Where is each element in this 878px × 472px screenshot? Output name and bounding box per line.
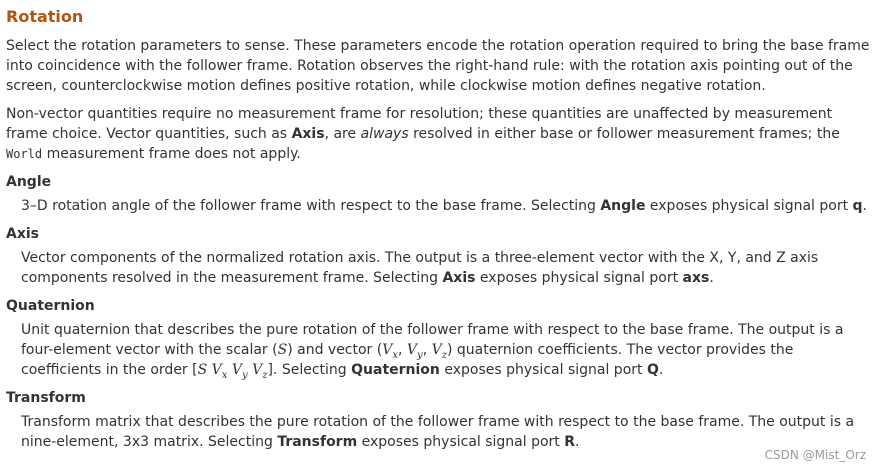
axis-term-inline: Axis xyxy=(291,126,325,142)
definition-transform xyxy=(21,412,870,452)
intro-text: , are xyxy=(324,126,361,142)
definition-text: Transform matrix that describes the pure rotation of the follower frame with respect to the base frame. The output is a nine-element, 3x3 matrix. Selecting xyxy=(21,414,855,450)
period: . xyxy=(709,270,714,286)
definition-text: ]. Selecting xyxy=(267,362,352,378)
definition-text: ) and vector ( xyxy=(287,342,383,358)
intro-paragraph-2 xyxy=(6,104,870,164)
port-name: Q xyxy=(646,362,659,378)
intro-text: Non-vector quantities require no measurement frame for resolution; these quantities are unaffected by measurement frame choice. Vector quantities, such as xyxy=(6,106,833,142)
intro-paragraph-1: Select the rotation parameters to sense. These parameters encode the rotation operation required to bring the base frame into coincidence with the follower frame. Rotation observes the right-hand rule: with the rotation axis pointing out of the screen, counterclockwise motion defines positive rotation, while clockwise motion defines negative rotation. xyxy=(6,38,870,94)
definition-text: ) quaternion coefficients. The vector provides the coefficients in the order [ xyxy=(21,342,794,378)
option-name: Angle xyxy=(600,198,646,214)
definition-text: exposes physical signal port xyxy=(645,198,853,214)
definition-text: exposes physical signal port xyxy=(439,362,647,378)
separator: , xyxy=(422,342,432,358)
term-quaternion: Quaternion xyxy=(6,298,95,314)
option-name: Transform xyxy=(277,434,358,450)
subscript: y xyxy=(241,369,248,381)
definition-text: Vector components of the normalized rotation axis. The output is a three-element vector with the X, Y, and Z axis components resolved in the measurement frame. Selecting xyxy=(21,250,819,286)
definition-text: exposes physical signal port xyxy=(357,434,565,450)
section-title: Rotation xyxy=(6,7,84,26)
subscript: y xyxy=(417,349,423,361)
term-axis: Axis xyxy=(6,226,39,242)
subscript: z xyxy=(262,369,268,381)
definition-axis xyxy=(21,248,870,288)
scalar-symbol: S xyxy=(277,342,288,358)
definition-angle xyxy=(21,196,870,216)
definition-text: exposes physical signal port xyxy=(475,270,683,286)
subscript: x xyxy=(221,369,228,381)
world-code: World xyxy=(6,147,43,161)
separator: , xyxy=(398,342,407,358)
port-name: axs xyxy=(682,270,710,286)
vector-symbol: V xyxy=(382,342,393,358)
vector-symbol: V xyxy=(406,342,418,358)
period: . xyxy=(575,434,580,450)
intro-text: measurement frame does not apply. xyxy=(42,146,301,162)
period: . xyxy=(862,198,867,214)
period: . xyxy=(658,362,664,378)
definition-quaternion xyxy=(21,320,870,380)
order-symbol: V xyxy=(247,362,263,378)
intro-text: resolved in either base or follower measurement frames; the xyxy=(408,126,840,142)
subscript: x xyxy=(392,349,398,361)
vector-symbol: V xyxy=(431,342,442,358)
option-name: Quaternion xyxy=(351,362,440,378)
port-name: R xyxy=(564,434,576,450)
emphasis-always: always xyxy=(360,126,409,142)
subscript: z xyxy=(441,349,447,361)
port-name: q xyxy=(852,198,863,214)
term-transform: Transform xyxy=(6,390,86,406)
definition-text: Unit quaternion that describes the pure rotation of the follower frame with respect to the base frame. The output is a four-element vector with the scalar ( xyxy=(21,322,844,358)
term-angle: Angle xyxy=(6,174,52,190)
order-symbol: S V xyxy=(197,362,222,378)
document-body xyxy=(6,6,870,460)
watermark: CSDN @Mist_Orz xyxy=(764,448,866,462)
option-name: Axis xyxy=(442,270,476,286)
order-symbol: V xyxy=(227,362,242,378)
definition-text: 3–D rotation angle of the follower frame with respect to the base frame. Selecting xyxy=(21,198,601,214)
